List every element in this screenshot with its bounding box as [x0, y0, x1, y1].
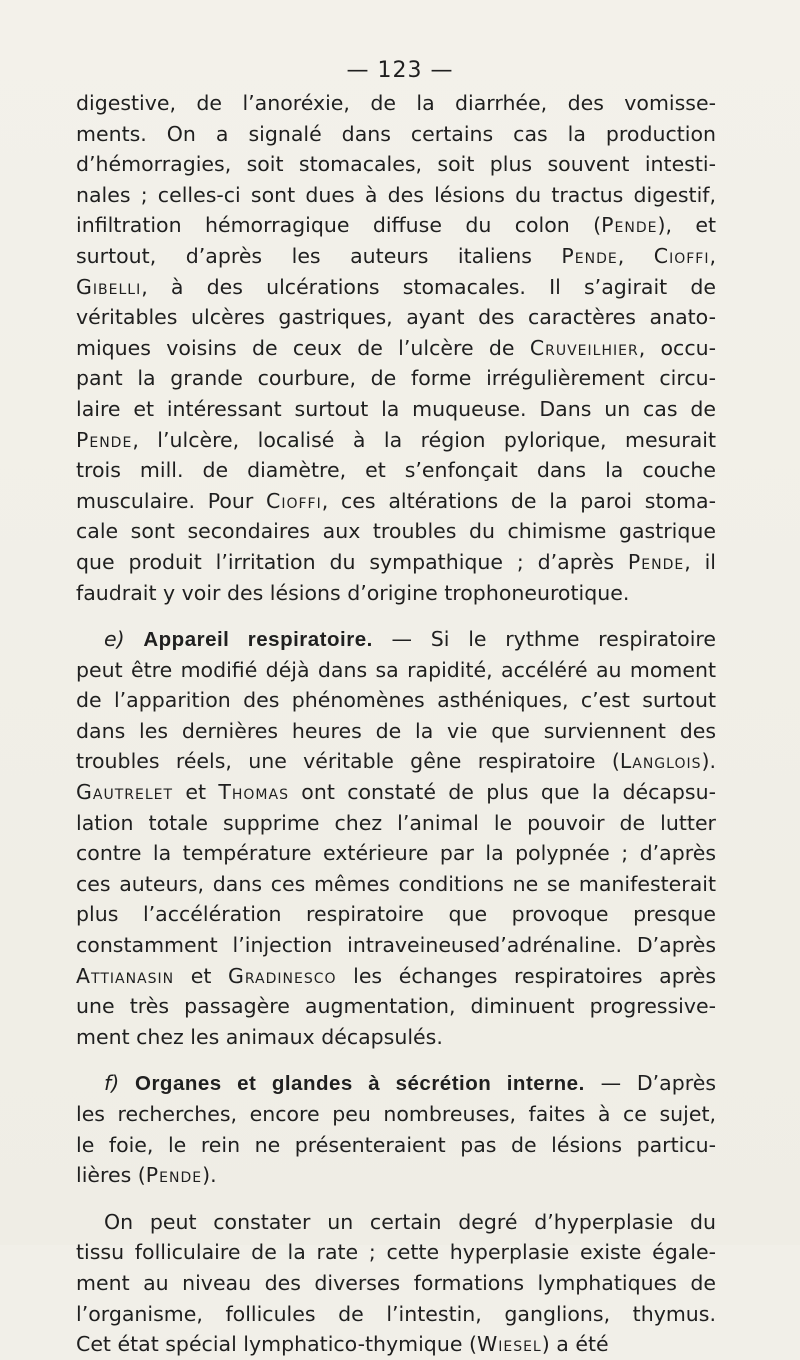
text-line: miques voisins de ceux de l’ulcère de Cruveilhier, occu- — [76, 335, 716, 360]
text-line: Gibelli, à des ulcérations stomacales. Il s’agirait de — [76, 274, 716, 299]
text-line: Pende, l’ulcère, localisé à la région pylorique, mesurait — [76, 427, 716, 452]
author-name: Gradinesco — [227, 963, 337, 988]
text-line: plus l’accélération respiratoire que provoque presque — [76, 902, 716, 927]
paragraph-gap — [76, 1191, 716, 1207]
text-line: troubles réels, une véritable gêne respiratoire (Langlois). — [76, 749, 716, 774]
author-name: Wiesel — [476, 1332, 542, 1357]
text-line: On peut constater un certain degré d’hyperplasie du — [104, 1209, 716, 1234]
text-line: constamment l’injection intraveineused’adrénaline. D’après — [76, 933, 716, 958]
text-line: dans les dernières heures de la vie que surviennent des — [76, 718, 716, 743]
text-line: véritables ulcères gastriques, ayant des caractères anato- — [76, 305, 716, 330]
text-line: f) Organes et glandes à sécrétion interne. — D’après — [104, 1071, 716, 1096]
text-line: d’hémorragies, soit stomacales, soit plus souvent intesti- — [76, 152, 716, 177]
text-line: Cet état spécial lymphatico-thymique (Wiesel) a été — [76, 1332, 609, 1357]
text-line: e) Appareil respiratoire. — Si le rythme respiratoire — [104, 627, 716, 652]
author-name: Pende — [76, 427, 133, 452]
text-line: lation totale supprime chez l’animal le pouvoir de lutter — [76, 810, 716, 835]
text-line: musculaire. Pour Cioffi, ces altérations de la paroi stoma- — [76, 488, 716, 513]
author-name: Attianasin — [76, 963, 175, 988]
text-line: une très passagère augmentation, diminuent progressive- — [76, 994, 716, 1019]
text-line: digestive, de l’anoréxie, de la diarrhée, des vomisse- — [76, 91, 716, 115]
page-number: — 123 — — [346, 58, 454, 83]
text-line: pant la grande courbure, de forme irrégulièrement circu- — [76, 366, 716, 391]
text-line: le foie, le rein ne présenteraient pas de lésions particu- — [76, 1132, 716, 1157]
text-line: ment chez les animaux décapsulés. — [76, 1024, 443, 1049]
text-line: nales ; celles-ci sont dues à des lésions du tractus digestif, — [76, 182, 716, 207]
paragraph — [76, 1068, 716, 1190]
text-line: lières (Pende). — [76, 1163, 217, 1188]
text-line: ments. On a signalé dans certains cas la production — [76, 121, 716, 146]
text-line: ces auteurs, dans ces mêmes conditions ne se manifesterait — [76, 871, 716, 896]
text-line: de l’apparition des phénomènes asthéniques, c’est surtout — [76, 688, 716, 713]
text-line: surtout, d’après les auteurs italiens Pende, Cioffi, — [76, 243, 716, 268]
text-line: laire et intéressant surtout la muqueuse. Dans un cas de — [76, 396, 716, 421]
body-text — [76, 88, 716, 1360]
text-line: les recherches, encore peu nombreuses, faites à ce sujet, — [76, 1102, 716, 1126]
author-name: Pende — [561, 243, 618, 268]
text-line: que produit l’irritation du sympathique ; d’après Pende, il — [76, 549, 716, 574]
section-label: f) — [104, 1071, 135, 1096]
text-line: Attianasin et Gradinesco les échanges respiratoires après — [76, 963, 716, 988]
text-line: peut être modifié déjà dans sa rapidité, accéléré au moment — [76, 657, 716, 682]
text-line: tissu folliculaire de la rate ; cette hyperplasie existe égale- — [76, 1240, 716, 1265]
author-name: Pende — [145, 1163, 203, 1188]
paragraph — [76, 88, 716, 608]
paragraph-gap — [76, 1052, 716, 1068]
text-line: Gautrelet et Thomas ont constaté de plus que la décapsu- — [76, 780, 716, 805]
text-line: cale sont secondaires aux troubles du chimisme gastrique — [76, 519, 716, 544]
author-name: Langlois — [619, 749, 702, 774]
author-name: Cioffi — [653, 243, 710, 268]
author-name: Cioffi — [266, 488, 322, 513]
paragraph — [76, 1207, 716, 1360]
author-name: Gibelli — [76, 274, 142, 299]
paragraph — [76, 624, 716, 1052]
section-title: Organes et glandes à sécrétion interne. — [135, 1072, 585, 1096]
text-line: ment au niveau des diverses formations lymphatiques de — [76, 1270, 716, 1295]
text-line: contre la température extérieure par la polypnée ; d’après — [76, 841, 716, 866]
author-name: Thomas — [218, 780, 289, 805]
section-title: Appareil respiratoire. — [143, 628, 373, 652]
section-label: e) — [104, 627, 144, 652]
text-line: infiltration hémorragique diffuse du colon (Pende), et — [76, 213, 716, 238]
author-name: Pende — [601, 213, 658, 238]
text-line: trois mill. de diamètre, et s’enfonçait dans la couche — [76, 458, 716, 483]
text-line: l’organisme, follicules de l’intestin, ganglions, thymus. — [76, 1301, 716, 1326]
author-name: Gautrelet — [76, 780, 174, 805]
author-name: Cruveilhier — [529, 335, 639, 360]
text-line: faudrait y voir des lésions d’origine trophoneurotique. — [76, 580, 630, 605]
author-name: Pende — [627, 549, 685, 574]
paragraph-gap — [76, 608, 716, 624]
